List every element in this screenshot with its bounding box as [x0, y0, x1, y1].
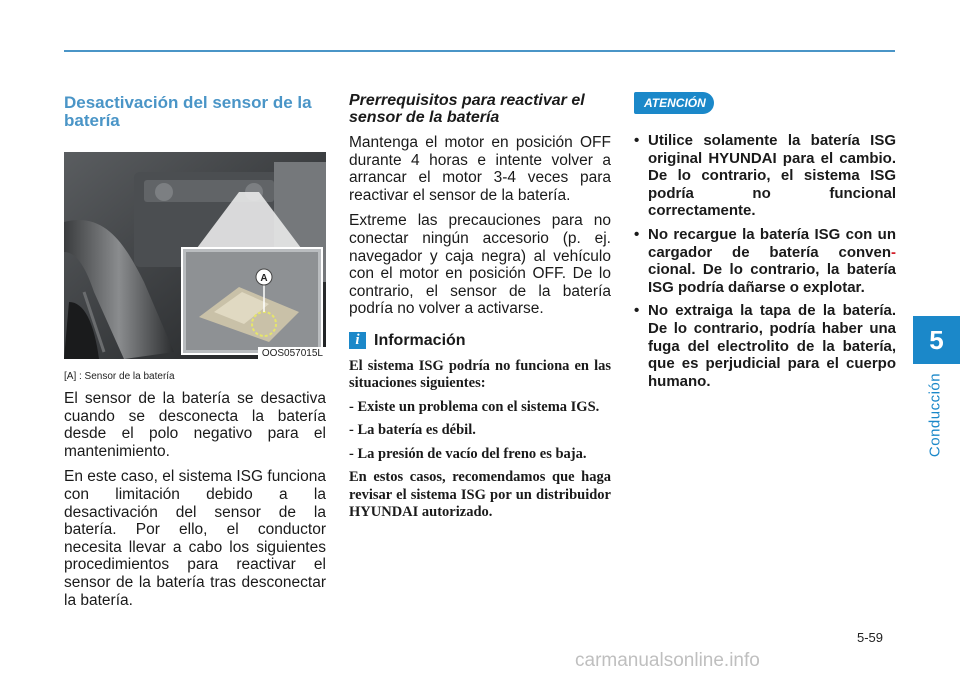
column-middle: [349, 90, 611, 522]
paragraph: En este caso, el sistema ISG funciona con limitación debido a la desactivación del sensor de la batería. Por ello, el conductor necesita llevar a cabo los siguientes procedimientos para reactivar el sensor de la batería tras desconectar la batería.: [64, 468, 326, 609]
watermark: carmanualsonline.info: [575, 650, 760, 671]
info-intro: El sistema ISG podría no funciona en las situaciones siguientes:: [349, 357, 611, 392]
list-item: - La batería es débil.: [349, 422, 476, 439]
section-title: Desactivación del sensor de la batería: [64, 93, 312, 130]
engine-bay-photo: [64, 152, 326, 359]
chapter-tab[interactable]: [913, 316, 960, 364]
column-left: [64, 90, 326, 609]
info-icon: i: [349, 332, 366, 349]
warning-item: • Utilice solamente la batería ISG original HYUNDAI para el cambio. De lo contrario, el sistema ISG podría no funcional correctamente.: [634, 132, 896, 220]
paragraph: Mantenga el motor en posición OFF durante 4 horas e intente volver a arrancar el motor 3-4 veces para reactivar el sensor de la batería.: [349, 134, 611, 204]
figure-code: OOS057015L: [258, 347, 326, 359]
list-item: - Existe un problema con el sistema IGS.: [349, 398, 600, 415]
info-title: Información: [374, 331, 466, 349]
info-list: [349, 399, 611, 464]
subsection-title: Prerrequisitos para reactivar el sensor de la batería: [349, 92, 585, 126]
figure-caption: [A] : Sensor de la batería: [64, 371, 175, 382]
warning-badge: ATENCIÓN: [634, 92, 714, 114]
list-item: - La presión de vacío del freno es baja.: [349, 445, 587, 462]
warning-list: [634, 132, 896, 390]
warning-item: • No extraiga la tapa de la batería. De lo contrario, podría haber una fuga del electrolito de la batería, que es perjudicial para el cuerpo humano.: [634, 302, 896, 390]
engine-illustration: [64, 152, 326, 359]
warning-item: • No recargue la batería ISG con un cargador de batería conven-cional. De lo contrario, la batería ISG podría dañarse o explotar.: [634, 226, 896, 296]
paragraph: Extreme las precauciones para no conectar ningún accesorio (p. ej. navegador y caja negra) al vehículo con el motor en posición OFF. De lo contrario, el sensor de la batería podría no volver a activarse.: [349, 212, 611, 318]
chapter-number: 5: [929, 324, 944, 355]
info-header: [349, 332, 611, 350]
header-rule: [64, 50, 895, 52]
chapter-name-label: Conducción: [926, 372, 944, 458]
page-number: 5-59: [857, 630, 884, 645]
paragraph: El sensor de la batería se desactiva cuando se desconecta la batería desde el polo negativo para el mantenimiento.: [64, 390, 326, 460]
figure-callout-a: A: [260, 273, 268, 284]
column-right: [634, 90, 896, 396]
info-outro: En estos casos, recomendamos que haga revisar el sistema ISG por un distribuidor HYUNDAI autorizado.: [349, 469, 611, 521]
hyphen-mark: -: [891, 243, 896, 261]
